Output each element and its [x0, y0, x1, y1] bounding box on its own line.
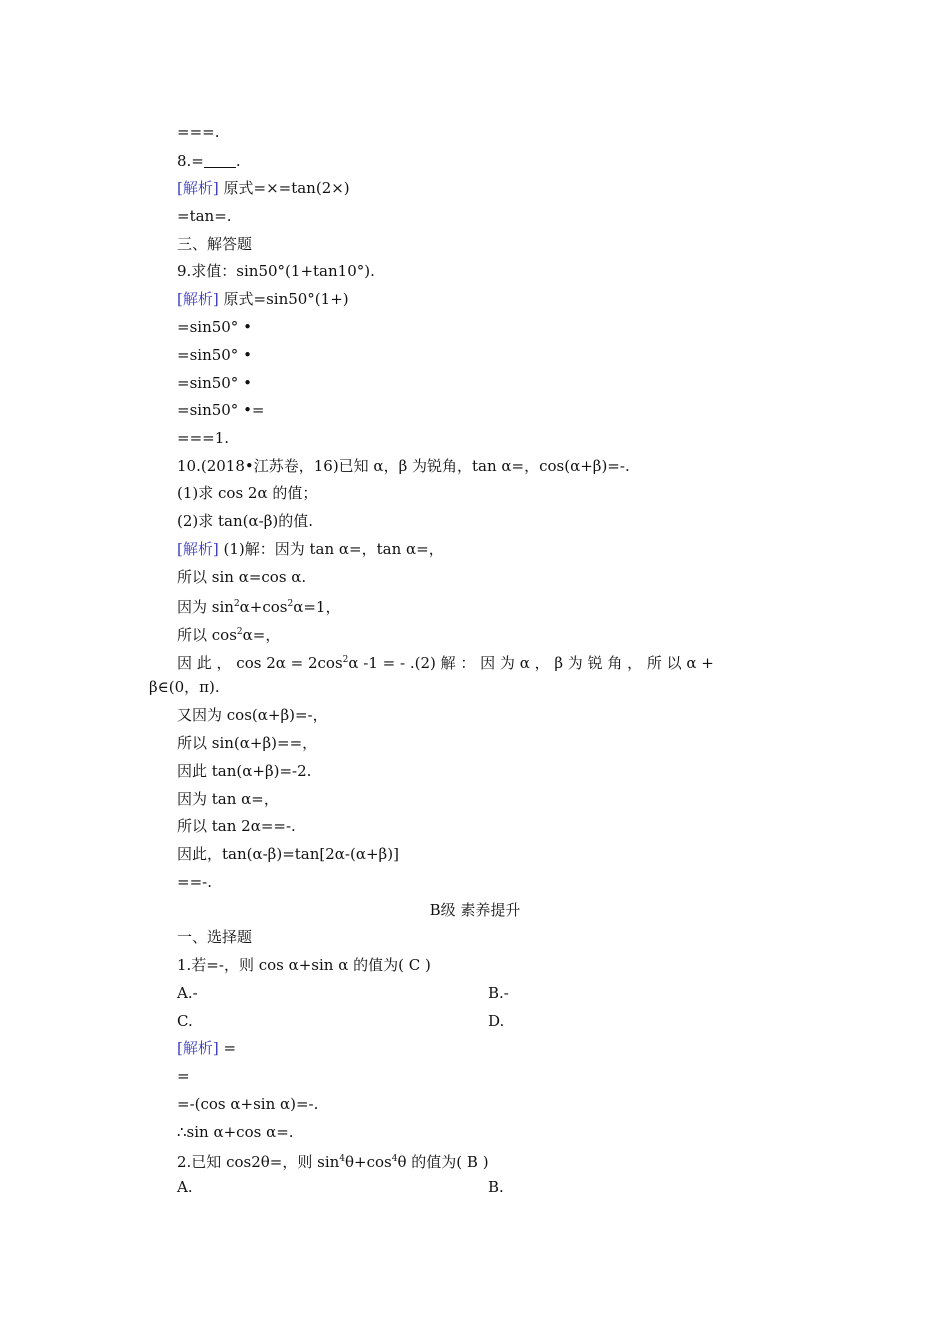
- text-line: ==-.: [177, 873, 212, 891]
- text-line: ∴sin α+cos α=.: [177, 1123, 294, 1141]
- options-row: [177, 1176, 504, 1198]
- solution-line: [解析] 原式=×=tan(2×): [177, 179, 350, 197]
- text-line: β∈(0，π).: [149, 678, 220, 696]
- question-9: 9.求值：sin50°(1+tan10°).: [177, 262, 375, 280]
- text-line: 所以 sin(α+β)==，: [177, 734, 318, 752]
- text-line: 所以 tan 2α==-.: [177, 817, 296, 835]
- text-line: 又因为 cos(α+β)=-，: [177, 706, 328, 724]
- text-line: 因此 tan(α+β)=-2.: [177, 762, 312, 780]
- section-heading: 三、解答题: [177, 235, 253, 253]
- text-line: 因此，tan(α-β)=tan[2α-(α+β)]: [177, 845, 399, 863]
- text-line: =sin50° •: [177, 374, 252, 392]
- text-line: =sin50° •: [177, 346, 252, 364]
- question-8: 8.= .: [177, 152, 241, 170]
- analysis-label: [解析]: [177, 540, 219, 558]
- text-line: =sin50° •=: [177, 401, 265, 419]
- text-line: 所以 $\cos^2\alpha=$，: [177, 626, 281, 644]
- level-heading: B级 素养提升: [429, 901, 521, 919]
- text-line: 因为 $\sin^2\alpha+\cos^2\alpha=1$，: [177, 598, 341, 616]
- text-line: 因为 tan α=，: [177, 790, 279, 808]
- option-c: C.: [177, 1012, 193, 1030]
- solution-line: [解析] 原式=sin50°(1+): [177, 290, 349, 308]
- question-2: 2.已知 cos2θ=，则 $\sin^4\theta+\cos^4\theta$ 的值为( B ): [177, 1153, 489, 1171]
- text-line: 因 此 ， $\cos 2\alpha = 2\cos^2\alpha$ -1 = - .(2) 解 ： 因 为 α ， β 为 锐 角 ， 所 以 α +: [177, 654, 714, 672]
- text-line: =sin50° •: [177, 318, 252, 336]
- question-10: 10.(2018•江苏卷，16)已知 α，β 为锐角，tan α=，cos(α+β)=-.: [177, 457, 630, 475]
- options-row: [177, 982, 509, 1004]
- option-b: B.: [488, 1178, 504, 1196]
- text-line: ===.: [177, 123, 220, 141]
- section-heading: 一、选择题: [177, 928, 253, 946]
- text-line: =tan=.: [177, 207, 232, 225]
- solution-line: [解析] =: [177, 1039, 237, 1057]
- solution-line: [解析] (1)解：因为 tan α=，tan α=，: [177, 540, 444, 558]
- text-line: 所以 sin α=cos α.: [177, 568, 307, 586]
- question-1: 1.若=-，则 cos α+sin α 的值为( C ): [177, 956, 431, 974]
- analysis-label: [解析]: [177, 1039, 219, 1057]
- option-d: D.: [488, 1012, 505, 1030]
- answer-blank: [204, 153, 236, 168]
- text-line: =-(cos α+sin α)=-.: [177, 1095, 319, 1113]
- analysis-label: [解析]: [177, 179, 219, 197]
- text-line: ===1.: [177, 429, 230, 447]
- text-line: =: [177, 1067, 190, 1085]
- question-10-part-1: (1)求 cos 2α 的值；: [177, 484, 318, 502]
- question-10-part-2: (2)求 tan(α-β)的值.: [177, 512, 313, 530]
- option-a: A.-: [177, 984, 198, 1002]
- option-b: B.-: [488, 984, 509, 1002]
- option-a: A.: [177, 1178, 193, 1196]
- options-row: [177, 1010, 505, 1032]
- analysis-label: [解析]: [177, 290, 219, 308]
